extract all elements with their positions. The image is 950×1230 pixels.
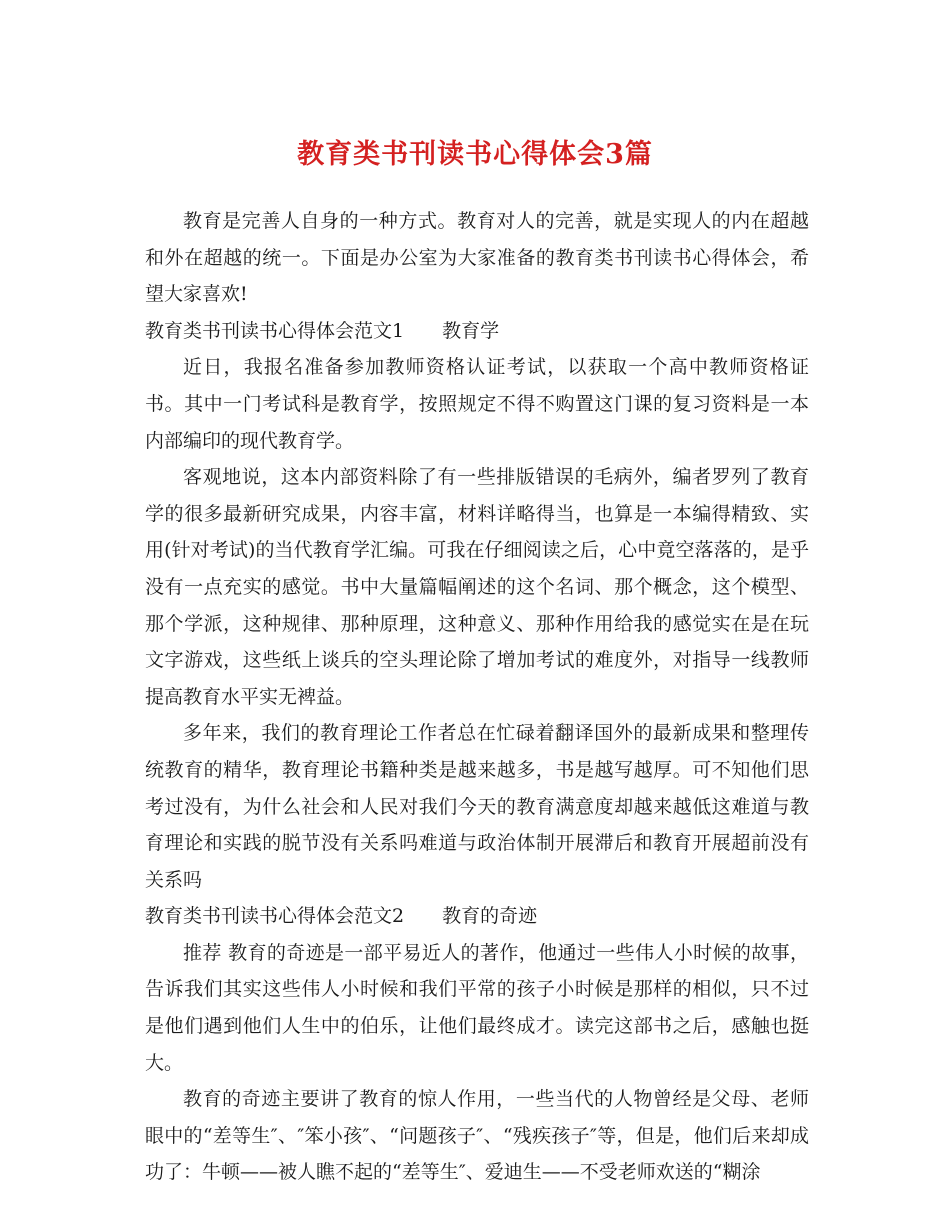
section1-paragraph-1: 近日，我报名准备参加教师资格认证考试，以获取一个高中教师资格证书。其中一门考试科是教育学，按照规定不得不购置这门课的复习资料是一本内部编印的现代教育学。 (145, 356, 809, 452)
section1-paragraph-3: 多年来，我们的教育理论工作者总在忙碌着翻译国外的最新成果和整理传统教育的精华，教育理论书籍种类是越来越多，书是越写越厚。可不知他们思考过没有，为什么社会和人民对我们今天的教育满意度却越来越低这难道与教育理论和实践的脱节没有关系吗难道与政治体制开展滞后和教育开展超前没有关系吗 (145, 722, 809, 891)
section-heading-2 (145, 898, 809, 935)
document-title: 教育类书刊读书心得体会3篇 (297, 139, 653, 170)
section1-paragraph-2: 客观地说，这本内部资料除了有一些排版错误的毛病外，编者罗列了教育学的很多最新研究成果，内容丰富，材料详略得当，也算是一本编得精致、实用(针对考试)的当代教育学汇编。可我在仔细阅读之后，心中竟空落落的，是乎没有一点充实的感觉。书中大量篇幅阐述的这个名词、那个概念，这个模型、那个学派，这种规律、那种原理，这种意义、那种作用给我的感觉实在是在玩文字游戏，这些纸上谈兵的空头理论除了增加考试的难度外，对指导一线教师提高教育水平实无裨益。 (145, 466, 809, 708)
section2-paragraph-2: 教育的奇迹主要讲了教育的惊人作用，一些当代的人物曾经是父母、老师眼中的“差等生″、″笨小孩″、“问题孩子″、“残疾孩子″等，但是，他们后来却成功了：牛顿——被人瞧不起的“差等生″、爱迪生——不受老师欢送的“糊涂 (145, 1088, 809, 1184)
document-body (145, 203, 809, 1191)
section-heading-1-label: 教育类书刊读书心得体会范文1 (145, 319, 405, 342)
section-heading-2-label: 教育类书刊读书心得体会范文2 (145, 905, 405, 928)
section-heading-1-subtitle: 教育学 (442, 319, 500, 342)
section-heading-2-subtitle: 教育的奇迹 (442, 905, 538, 928)
section-heading-1 (145, 313, 809, 350)
section2-paragraph-1: 推荐 教育的奇迹是一部平易近人的著作，他通过一些伟人小时候的故事，告诉我们其实这些伟人小时候和我们平常的孩子小时候是那样的相似，只不过是他们遇到他们人生中的伯乐，让他们最终成才。读完这部书之后，感触也挺大。 (145, 941, 809, 1074)
intro-paragraph: 教育是完善人自身的一种方式。教育对人的完善，就是实现人的内在超越和外在超越的统一。下面是办公室为大家准备的教育类书刊读书心得体会，希望大家喜欢! (145, 210, 809, 306)
